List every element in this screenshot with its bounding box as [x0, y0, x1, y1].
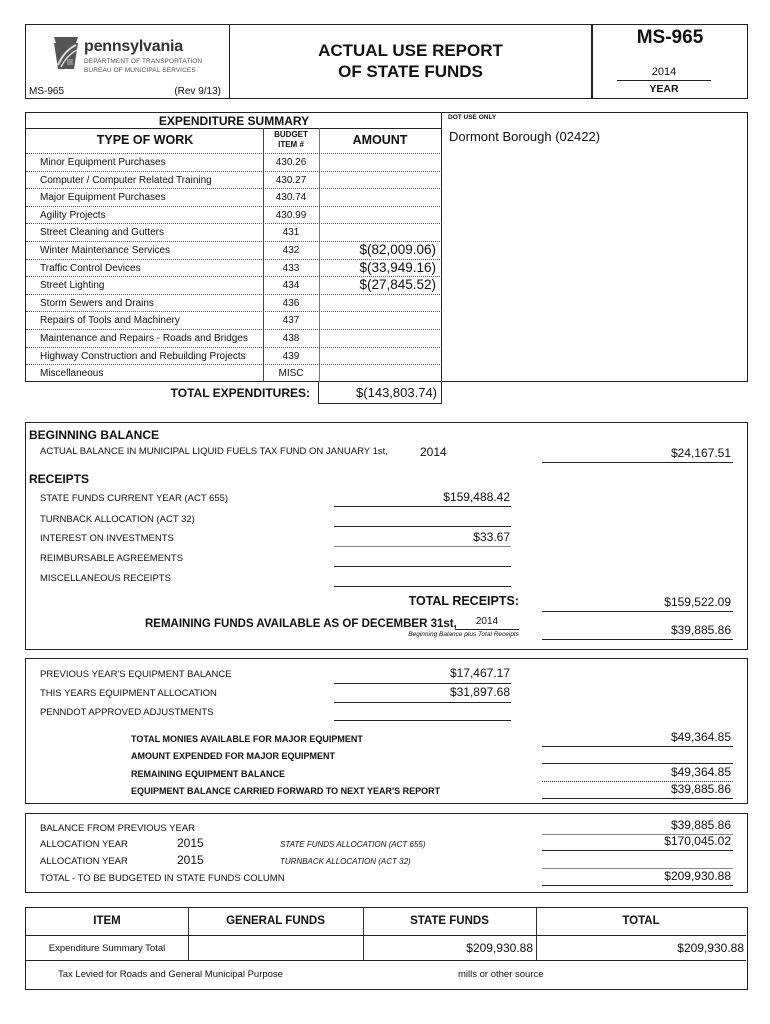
allocation-year-value[interactable]: 2015: [177, 836, 204, 850]
equipment-total-label: REMAINING EQUIPMENT BALANCE: [131, 769, 286, 779]
state-funds-allocation-label: STATE FUNDS ALLOCATION (ACT 655): [280, 840, 426, 849]
keystone-logo-icon: [52, 37, 80, 69]
form-number: MS-965: [636, 27, 704, 48]
report-year-value[interactable]: 2014: [651, 66, 677, 78]
form-code: MS-965: [29, 86, 65, 97]
expenditure-row: [26, 206, 442, 224]
row-type: Computer / Computer Related Training: [40, 174, 212, 186]
budget-allocation-section: [25, 813, 748, 893]
beginning-balance-title: BEGINNING BALANCE: [29, 428, 160, 442]
remaining-funds-note: Beginning Balance plus Total Receipts: [408, 631, 519, 638]
receipt-value[interactable]: $159,488.42: [443, 490, 510, 504]
expenditure-row: [26, 188, 442, 206]
equipment-label: PREVIOUS YEAR'S EQUIPMENT BALANCE: [40, 669, 232, 680]
expenditure-row: [26, 153, 442, 171]
receipt-label: MISCELLANEOUS RECEIPTS: [40, 573, 171, 584]
dot-use-only-label: DOT USE ONLY: [448, 114, 497, 121]
col-header-item: ITEM: [93, 915, 121, 927]
receipt-label: REIMBURSABLE AGREEMENTS: [40, 553, 184, 564]
row-type: Winter Maintenance Services: [40, 245, 171, 256]
receipts-title: RECEIPTS: [29, 472, 90, 486]
equipment-total-label: TOTAL MONIES AVAILABLE FOR MAJOR EQUIPMENT: [131, 734, 363, 744]
expenditure-row: [26, 223, 442, 241]
row-type: Miscellaneous: [40, 368, 104, 380]
row-budget-item: 434: [282, 280, 300, 292]
total-budgeted-label: TOTAL - TO BE BUDGETED IN STATE FUNDS COLUMN: [40, 873, 285, 884]
row-budget-item: 439: [282, 350, 300, 362]
row-budget-item: 430.26: [275, 157, 307, 168]
row-budget-item: 438: [282, 333, 300, 344]
expenditure-summary-total-label: Expenditure Summary Total: [48, 943, 166, 954]
row-budget-item: 437: [282, 315, 300, 327]
equipment-label: PENNDOT APPROVED ADJUSTMENTS: [40, 707, 214, 718]
equipment-label: THIS YEARS EQUIPMENT ALLOCATION: [40, 688, 217, 699]
receipt-label: STATE FUNDS CURRENT YEAR (ACT 655): [40, 493, 229, 504]
expenditure-summary-title: EXPENDITURE SUMMARY: [158, 114, 310, 128]
balance-receipts-section: [25, 422, 748, 650]
fund-summary-table: [25, 907, 748, 990]
expenditure-row: [26, 347, 442, 365]
row-type: Storm Sewers and Drains: [40, 297, 154, 309]
prev-balance-label: BALANCE FROM PREVIOUS YEAR: [40, 823, 196, 834]
receipt-label: INTEREST ON INVESTMENTS: [40, 533, 174, 544]
row-type: Street Cleaning and Gutters: [40, 227, 164, 239]
expenditure-row: [26, 241, 442, 259]
equipment-total-value[interactable]: $49,364.85: [670, 765, 731, 779]
expenditure-row: [26, 171, 442, 189]
expenditure-row: [26, 294, 442, 312]
logo-bureau: BUREAU OF MUNICIPAL SERVICES: [84, 67, 196, 74]
expenditure-row: [26, 259, 442, 277]
header-form-box: [592, 24, 748, 99]
total-funds-value[interactable]: $209,930.88: [677, 941, 744, 955]
remaining-funds-year[interactable]: 2014: [475, 616, 499, 627]
col-header-state-funds: STATE FUNDS: [410, 915, 489, 927]
receipt-value[interactable]: $33.67: [473, 530, 510, 544]
expenditure-row: [26, 364, 442, 382]
state-funds-value[interactable]: $209,930.88: [466, 941, 533, 955]
row-type: Repairs of Tools and Machinery: [40, 315, 180, 327]
tax-levied-label: Tax Levied for Roads and General Municipal Purpose: [58, 969, 283, 980]
row-budget-item: 430.99: [275, 209, 307, 221]
logo-state-name: pennsylvania: [84, 38, 183, 55]
remaining-funds-value[interactable]: $39,885.86: [670, 623, 731, 637]
row-amount-field[interactable]: $(27,845.52): [359, 277, 436, 293]
turnback-allocation-label: TURNBACK ALLOCATION (ACT 32): [280, 857, 411, 866]
row-type: Major Equipment Purchases: [40, 192, 166, 204]
total-expenditures-box: [318, 382, 442, 404]
total-expenditures-label: TOTAL EXPENDITURES:: [170, 386, 310, 400]
municipality-name: Dormont Borough (02422): [449, 129, 601, 144]
actual-balance-value[interactable]: $24,167.51: [670, 446, 731, 460]
total-receipts-value[interactable]: $159,522.09: [664, 595, 731, 609]
form-revision: (Rev 9/13): [174, 86, 221, 97]
total-receipts-label: TOTAL RECEIPTS:: [408, 594, 519, 608]
expenditure-row: [26, 329, 442, 347]
prev-balance-value[interactable]: $39,885.86: [670, 818, 731, 832]
actual-balance-year[interactable]: 2014: [420, 445, 447, 459]
equipment-section: [25, 658, 748, 804]
actual-balance-label: ACTUAL BALANCE IN MUNICIPAL LIQUID FUELS TAX FUND ON JANUARY 1st,: [40, 446, 388, 457]
col-budget-item: [264, 130, 318, 150]
row-type: Agility Projects: [40, 209, 106, 221]
col-budget-item-line1: BUDGET: [274, 130, 308, 139]
row-type: Street Lighting: [40, 280, 105, 292]
allocation-year-label: ALLOCATION YEAR: [40, 856, 128, 867]
row-amount-field[interactable]: $(33,949.16): [359, 259, 436, 275]
row-budget-item: 430.74: [275, 192, 307, 204]
report-title-line2: OF STATE FUNDS: [338, 62, 483, 81]
row-type: Highway Construction and Rebuilding Projects: [40, 350, 246, 362]
logo-department: DEPARTMENT OF TRANSPORTATION: [84, 58, 203, 65]
row-budget-item: 436: [282, 297, 300, 309]
col-header-general-funds: GENERAL FUNDS: [226, 915, 325, 927]
remaining-funds-label: REMAINING FUNDS AVAILABLE AS OF DECEMBER 31st,: [145, 618, 457, 630]
col-budget-item-line2: ITEM #: [278, 140, 304, 149]
allocation-year-label: ALLOCATION YEAR: [40, 839, 128, 850]
equipment-value[interactable]: $31,897.68: [449, 685, 510, 699]
row-budget-item: 430.27: [275, 174, 307, 186]
equipment-total-label: EQUIPMENT BALANCE CARRIED FORWARD TO NEXT YEAR'S REPORT: [131, 786, 441, 796]
expenditure-row: [26, 311, 442, 329]
mills-source-label: mills or other source: [458, 969, 544, 980]
row-amount-field[interactable]: $(82,009.06): [359, 242, 436, 257]
row-type: Maintenance and Repairs - Roads and Bridges: [40, 333, 248, 344]
equipment-total-label: AMOUNT EXPENDED FOR MAJOR EQUIPMENT: [131, 751, 336, 761]
row-budget-item: 433: [282, 262, 300, 274]
dot-use-only-box: [441, 112, 748, 382]
equipment-total-value[interactable]: $39,885.86: [670, 782, 731, 796]
total-budgeted-value[interactable]: $209,930.88: [664, 869, 731, 883]
row-budget-item: 431: [282, 227, 300, 239]
state-funds-allocation-value[interactable]: $170,045.02: [664, 834, 731, 848]
col-type-of-work: TYPE OF WORK: [96, 133, 194, 147]
header-title-box: [230, 24, 592, 99]
expenditure-summary-table: [25, 112, 442, 382]
row-budget-item: 432: [282, 245, 300, 256]
row-type: Minor Equipment Purchases: [40, 157, 166, 168]
expenditure-row: [26, 276, 442, 294]
col-header-total: TOTAL: [622, 915, 660, 927]
col-amount: AMOUNT: [352, 133, 408, 147]
header-logo-box: [25, 24, 230, 99]
receipt-label: TURNBACK ALLOCATION (ACT 32): [40, 514, 195, 525]
total-expenditures-value[interactable]: $(143,803.74): [356, 385, 437, 400]
row-budget-item: MISC: [278, 368, 304, 380]
row-type: Traffic Control Devices: [40, 262, 141, 274]
report-title-line1: ACTUAL USE REPORT: [318, 41, 503, 60]
equipment-value[interactable]: $17,467.17: [449, 666, 510, 680]
equipment-total-value[interactable]: $49,364.85: [670, 730, 731, 744]
allocation-year-value[interactable]: 2015: [177, 853, 204, 867]
report-year-label: YEAR: [649, 83, 679, 95]
